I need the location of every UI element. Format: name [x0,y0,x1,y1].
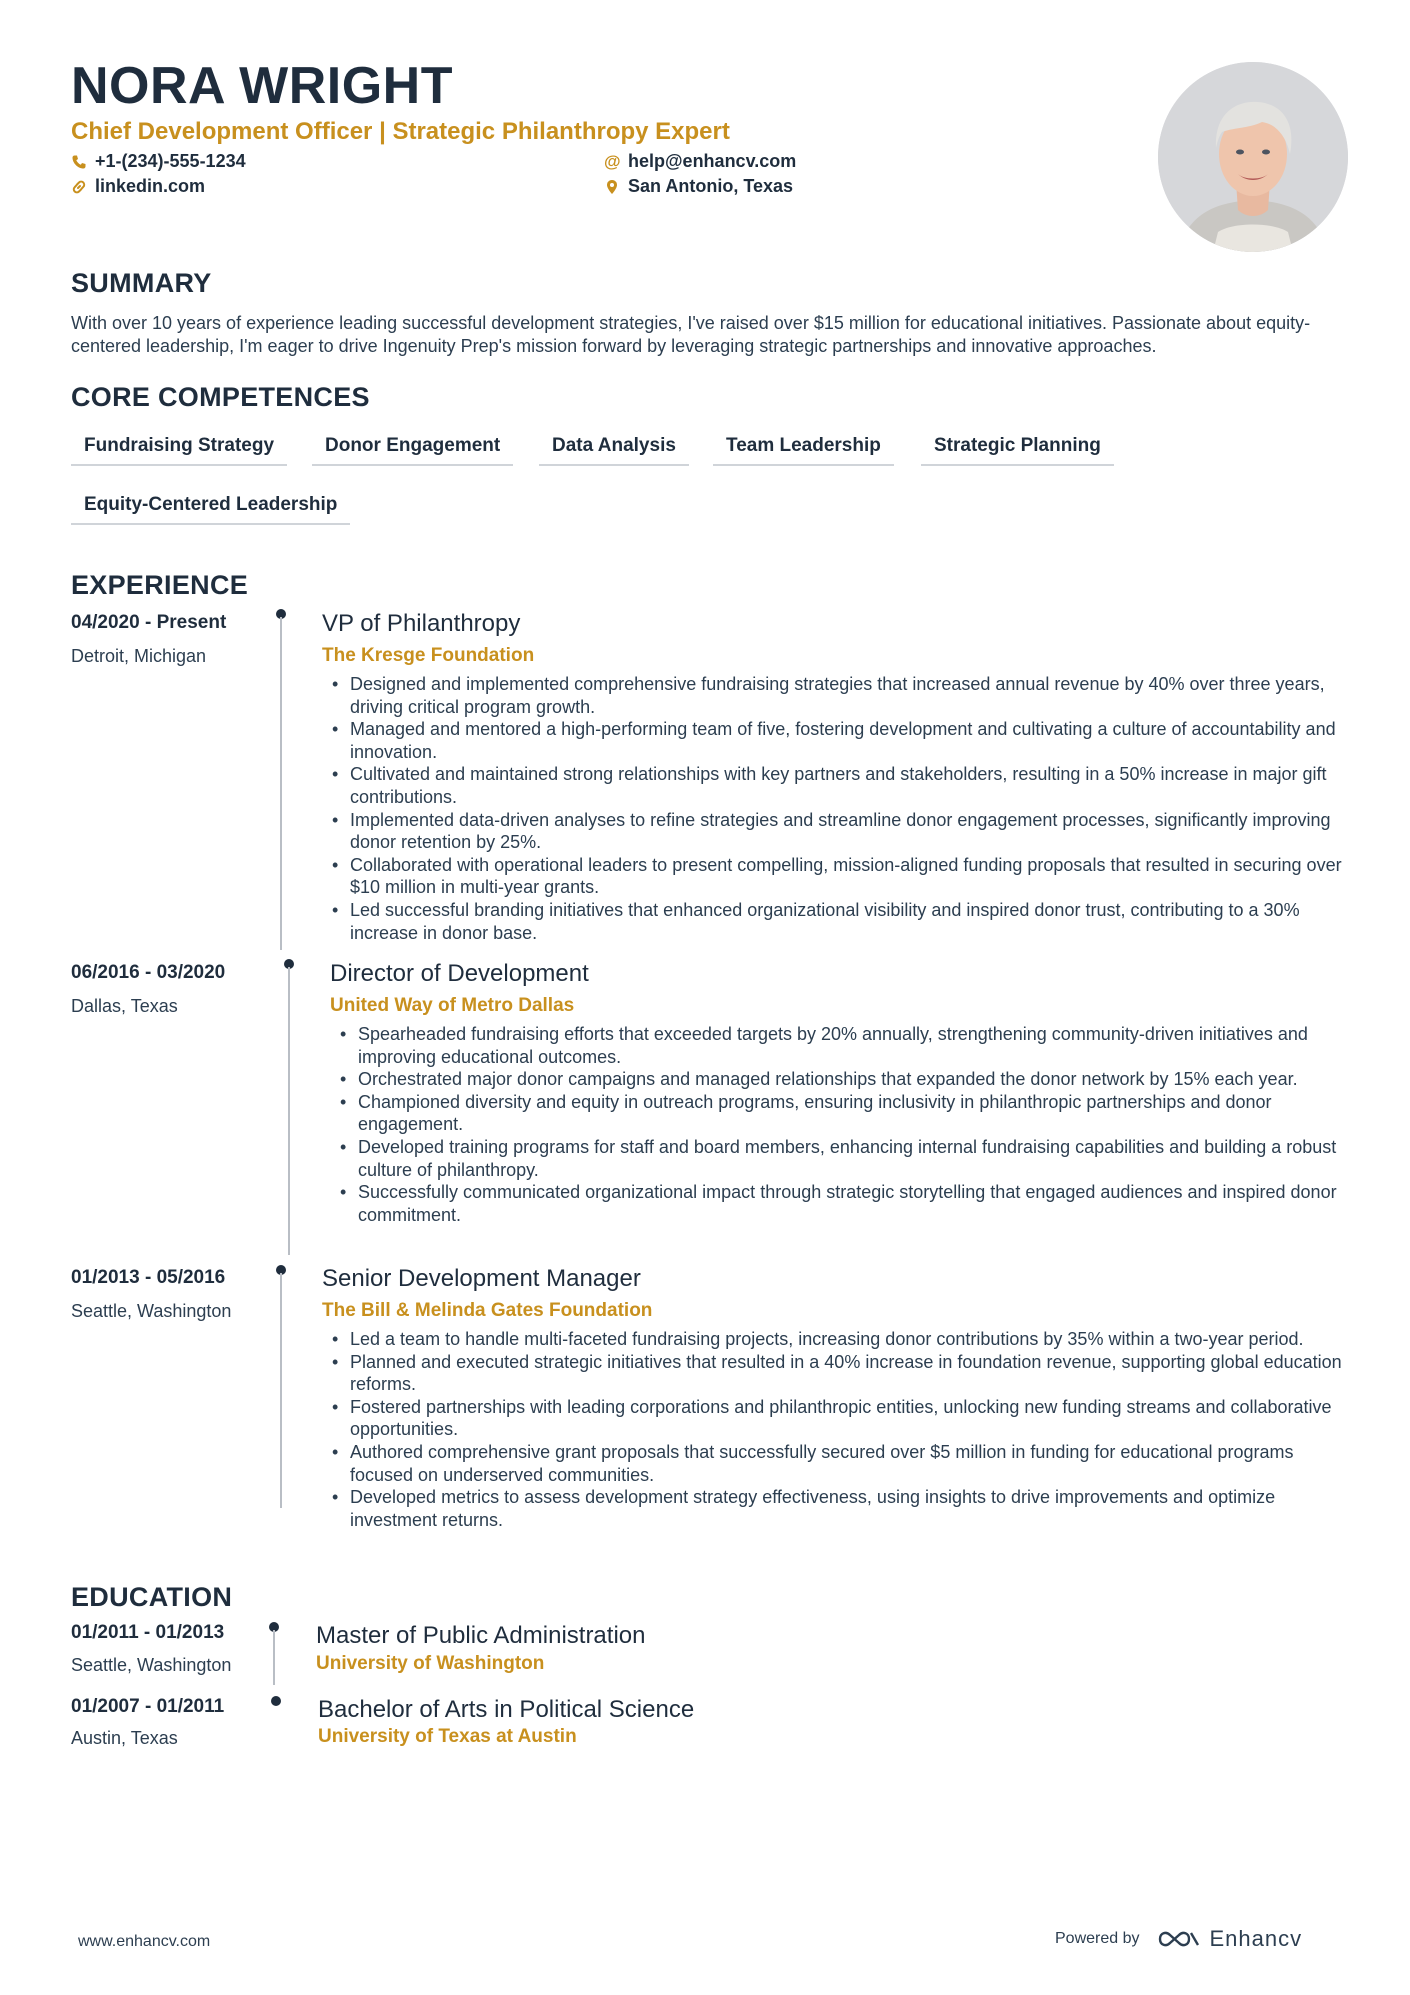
footer-powered [1055,1926,1302,1952]
phone-text: +1-(234)-555-1234 [95,151,246,171]
link-icon [71,179,87,195]
contact-location [604,176,793,197]
timeline-line [280,617,282,950]
edu-location: Seattle, Washington [71,1655,232,1675]
email-text[interactable]: help@enhancv.com [628,151,797,171]
job-company: The Kresge Foundation [322,645,535,666]
edu-dates: 01/2011 - 01/2013 [71,1622,225,1643]
job-company: The Bill & Melinda Gates Foundation [322,1300,653,1321]
skill-tag: Team Leadership [713,426,894,466]
edu-location: Austin, Texas [71,1728,178,1748]
edu-school: University of Washington [316,1653,545,1674]
candidate-name: NORA WRIGHT [71,57,453,115]
list-item: • Authored comprehensive grant proposals that successfully secured over $5 million in funding for educational programs focused on underserved communities. [330,1441,1350,1486]
enhancv-logo-icon [1156,1927,1202,1951]
timeline-line [280,1273,282,1508]
powered-by-label: Powered by [1055,1930,1140,1947]
linkedin-text[interactable]: linkedin.com [95,176,206,196]
location-text: San Antonio, Texas [628,176,794,196]
skill-tag: Data Analysis [539,426,689,466]
skill-tag: Strategic Planning [921,426,1114,466]
list-item: • Fostered partnerships with leading corporations and philanthropic entities, unlocking new funding streams and collaborative opportunities. [330,1396,1350,1441]
list-item: • Collaborated with operational leaders to present compelling, mission-aligned funding proposals that resulted in securing over $10 million in multi-year grants. [330,854,1350,899]
job-company: United Way of Metro Dallas [330,995,575,1016]
job-dates: 01/2013 - 05/2016 [71,1267,226,1288]
list-item: • Implemented data-driven analyses to refine strategies and streamline donor engagement processes, significantly improving donor retention by 25%. [330,809,1350,854]
brand-name: Enhancv [1209,1926,1303,1951]
experience-title: EXPERIENCE [71,570,249,600]
list-item: • Successfully communicated organizational impact through strategic storytelling that engaged audiences and inspired donor commitment. [338,1181,1350,1226]
job-bullets [338,1023,1350,1226]
job-location: Dallas, Texas [71,996,178,1016]
footer-website[interactable]: www.enhancv.com [78,1933,211,1950]
list-item: • Led successful branding initiatives that enhanced organizational visibility and inspired donor trust, contributing to a 30% increase in donor base. [330,899,1350,944]
list-item: • Orchestrated major donor campaigns and managed relationships that expanded the donor network by 15% each year. [338,1068,1350,1091]
contact-linkedin[interactable] [71,176,205,197]
skill-tag: Equity-Centered Leadership [71,485,350,525]
edu-degree: Master of Public Administration [316,1622,646,1649]
list-item: • Developed training programs for staff and board members, enhancing internal fundraising capabilities and building a robust culture of philanthropy. [338,1136,1350,1181]
job-location: Detroit, Michigan [71,646,207,666]
brand-logo [1156,1926,1303,1952]
timeline-dot [271,1696,281,1706]
summary-text: With over 10 years of experience leading successful development strategies, I've raised over $15 million for educational initiatives. Passionate about equity-centered leadership, I'm eager to drive Ingenuity Prep's mission forward by leveraging strategic partnerships and innovative approaches. [71,313,1311,356]
list-item: • Led a team to handle multi-faceted fundraising projects, increasing donor contributions by 35% within a two-year period. [330,1328,1350,1351]
job-role: VP of Philanthropy [322,610,521,637]
list-item: • Championed diversity and equity in outreach programs, ensuring inclusivity in philanthropic partnerships and donor engagement. [338,1091,1350,1136]
job-dates: 04/2020 - Present [71,612,227,633]
edu-degree: Bachelor of Arts in Political Science [318,1696,695,1723]
list-item: • Developed metrics to assess development strategy effectiveness, using insights to drive improvements and optimize investment returns. [330,1486,1350,1531]
list-item: • Managed and mentored a high-performing team of five, fostering development and cultivating a culture of accountability and innovation. [330,718,1350,763]
list-item: • Cultivated and maintained strong relationships with key partners and stakeholders, resulting in a 50% increase in major gift contributions. [330,763,1350,808]
at-icon: @ [604,151,621,171]
edu-dates: 01/2007 - 01/2011 [71,1696,225,1717]
list-item: • Spearheaded fundraising efforts that exceeded targets by 20% annually, strengthening community-driven initiatives and improving educational outcomes. [338,1023,1350,1068]
job-bullets [330,673,1350,944]
contact-phone [71,151,246,172]
profile-photo [1158,62,1348,252]
job-role: Senior Development Manager [322,1265,641,1292]
timeline-line [273,1630,275,1685]
education-title: EDUCATION [71,1582,233,1612]
competences-title: CORE COMPETENCES [71,382,370,412]
list-item: • Designed and implemented comprehensive fundraising strategies that increased annual revenue by 40% over three years, driving critical program growth. [330,673,1350,718]
skill-tag: Donor Engagement [312,426,513,466]
summary-title: SUMMARY [71,268,212,298]
list-item: • Planned and executed strategic initiatives that resulted in a 40% increase in foundation revenue, supporting global education reforms. [330,1351,1350,1396]
edu-school: University of Texas at Austin [318,1726,577,1747]
job-location: Seattle, Washington [71,1301,232,1321]
candidate-headline: Chief Development Officer | Strategic Philanthropy Expert [71,118,730,145]
job-role: Director of Development [330,960,589,987]
job-dates: 06/2016 - 03/2020 [71,962,226,983]
location-pin-icon [604,179,620,195]
skill-tag: Fundraising Strategy [71,426,287,466]
job-bullets [330,1328,1350,1531]
timeline-line [288,967,290,1255]
avatar [1158,62,1348,252]
phone-icon [71,154,87,170]
contact-email[interactable] [604,151,796,172]
